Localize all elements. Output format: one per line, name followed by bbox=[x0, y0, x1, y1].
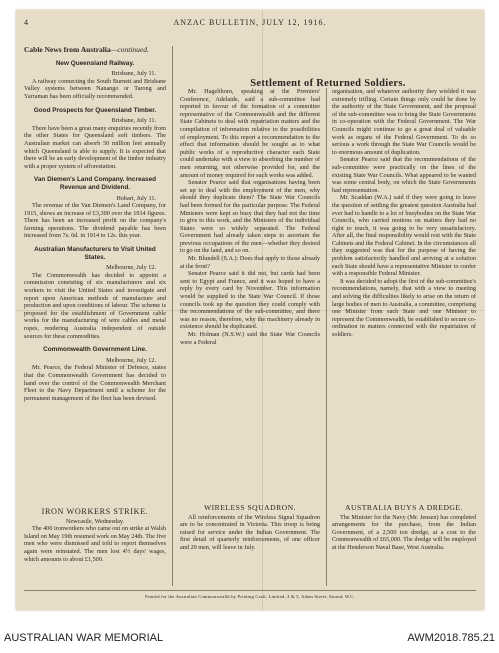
column-rule-2 bbox=[326, 88, 327, 586]
wireless-squadron-title: WIRELESS SQUADRON. bbox=[203, 503, 297, 512]
dredge-title: AUSTRALIA BUYS A DREDGE. bbox=[345, 503, 463, 512]
settlement-paragraph: Senator Pearce said it did not, but cards had been sent to Egypt and France, and it was hoped to have a reply by every card by November. This information would be supplied to the State War Council. If those councils took up the question they could comply with the recommendations of the sub-committee, and there was no reason, therefore, why the machinery already in existence should be duplicated. bbox=[180, 270, 320, 331]
cable-news-heading: Cable News from Australia—continued. bbox=[24, 45, 149, 54]
article-title: Commonwealth Government Line. bbox=[43, 346, 147, 354]
cable-news-column bbox=[24, 46, 166, 402]
article-body: All reinforcements of the Wireless Signal Squadron are to be concentrated in Victoria. This troop is being raised for service under the Indian Government. The first detail of quarterly reinforcements, of one officer and 20 men, will leave in July. bbox=[180, 513, 320, 551]
page-title: ANZAC BULLETIN, JULY 12, 1916. bbox=[173, 18, 327, 27]
settlement-paragraph: Mr. Blundell (S.A.): Does that apply to those already at the front? bbox=[180, 255, 320, 270]
article-title: Van Diemen's Land Company. Increased Revenue and Dividend. bbox=[33, 176, 157, 191]
article-body: The revenue of the Van Diemen's Land Company, for 1915, shows an increase of £3,300 over the 1914 figures. There has been an increased profit on the company's farming operations. The dividend payable has been increased from 7s. 6d. in 1914 to 12s. this year. bbox=[24, 202, 166, 240]
printer-imprint: Printed for the Australian Commonwealth by Printing Craft, Limited, 4 & 5, Adam Street, Strand, W.C. bbox=[145, 594, 355, 599]
column-rule-1 bbox=[172, 46, 173, 586]
settlement-paragraph: Mr. Scaddan (W.A.) said if they were going to leave the question of settling the greatest question Australia had ever had to handle to a lot of busybodies on the State War Councils, who carried motions on matters they had no right to touch, it was going to be very unsatisfactory. After all, the final responsibility would rest with the State Cabinets and the Federal Cabinet. In the circumstances all they suggested was that for the purpose of having the problem satisfactorily handled and arriving at a solution each State should have a representative Minister to confer with a responsible Federal Minister. bbox=[332, 194, 476, 278]
article-dateline: Hobart, July 11. bbox=[116, 194, 156, 202]
settlement-column-right bbox=[332, 88, 476, 339]
article-dateline: Newcastle, Wednesday. bbox=[65, 517, 125, 525]
dredge-article bbox=[332, 504, 476, 552]
archive-footer bbox=[0, 624, 499, 653]
settlement-paragraph: Senator Pearce said that the recommendations of the sub-committee were practically on the lines of the existing State War Councils. What appeared to be wanted was some central body, on which the State Governments had representation. bbox=[332, 156, 476, 194]
article-body: The Commonwealth has decided to appoint a commission consisting of six manufacturers and six workers to visit the United States and investigate and report upon American methods of manufacture and production and upon conditions of labour. The scheme is proposed for the establishment of Government cable works for the manufacturing of wire cables and metal ropes, rendering Australia independent of outside sources for these commodities. bbox=[24, 271, 166, 340]
settlement-column-left bbox=[180, 88, 320, 346]
article-dateline: Melbourne, July 12. bbox=[106, 356, 156, 364]
article-body: Mr. Pearce, the Federal Minister of Defence, states that the Commonwealth Government has decided to hand over the control of the Commonwealth Merchant Fleet to the Navy Department until a scheme for the permanent management of the fleet has been devised. bbox=[24, 364, 166, 402]
article-body: The 400 ironworkers who came out on strike at Walsh Island on May 19th resumed work on May 24th. The five men who were dismissed and told to report themselves again were reinstated. The men lost 4½ days' wages, which amounts to about £1,500. bbox=[24, 525, 167, 563]
settlement-paragraph: organisation, and whatever authority they wielded it was extremely trifling. Certain things only could be done by the authority of the State Government, and the proposal of the sub-committee was to bring the State Governments in co-operation with the Federal Government. The War Councils might continue to go a great deal of valuable work as organs of the Federal Government. To do so serious a work through the State War Councils would be to enormous amount of duplication. bbox=[332, 88, 476, 156]
bottom-rule bbox=[24, 590, 476, 591]
page-number: 4 bbox=[24, 18, 28, 27]
bulletin-page bbox=[16, 10, 484, 610]
settlement-paragraph: It was decided to adopt the first of the sub-committee's recommendations, namely, that with a view to meeting and solving the difficulties likely to arise on the return of large bodies of men to Australia, a committee, comprising one Minister from each State and one Minister to represent the Commonwealth, be established to secure co-ordination in matters connected with the repatriation of soldiers. bbox=[332, 277, 476, 338]
settlement-paragraph: Mr. Holman (N.S.W.) said the State War Councils were a Federal bbox=[180, 331, 320, 346]
iron-workers-article bbox=[24, 504, 166, 563]
article-body: There have been a great many enquiries recently from the other States for Queensland soft timbers. The Australian market can absorb 50 million feet annually which Queensland is able to supply. It is expected that there will be an early development of the timber industry with a proper system of afforestation. bbox=[24, 124, 166, 170]
archive-reference: AWM2018.785.21 bbox=[407, 632, 495, 644]
settlement-title: Settlement of Returned Soldiers. bbox=[250, 78, 406, 89]
article-title: Good Prospects for Queensland Timber. bbox=[33, 106, 157, 114]
article-title: Australian Manufacturers to Visit United States. bbox=[34, 246, 156, 261]
article-dateline: Melbourne, July 12. bbox=[106, 264, 156, 272]
settlement-paragraph: Mr. Hagelthorn, speaking at the Premiers' Conference, Adelaide, said a sub-committee had reported in favour of the formation of a committee representative of the Commonwealth and the different State Cabinets to deal with repatriation matters and the compilation of information relative to the possibilities of employment. To this report a recommendation to the effect that information should be sought as to what public works of a reproductive character each State could undertake with a view to absorbing the number of men returning, not otherwise provided for, and the amount of money required for such works was added. bbox=[180, 88, 320, 179]
archive-name: AUSTRALIAN WAR MEMORIAL bbox=[4, 632, 164, 644]
page-header bbox=[24, 18, 476, 30]
article-title: New Queensland Railway. bbox=[55, 59, 135, 67]
article-dateline: Brisbane, July 11. bbox=[111, 70, 156, 78]
article-body: The Minister for the Navy (Mr. Jensen) has completed arrangements for the purchase, from the Indian Government, of a 2,500 ton dredge, at a cost to the Commonwealth of £65,000. The dredge will be employed at the Henderson Naval Base, West Australia. bbox=[332, 513, 476, 551]
article-dateline: Brisbane, July 11. bbox=[111, 117, 156, 125]
wireless-squadron-article bbox=[180, 504, 320, 552]
iron-workers-title: IRON WORKERS STRIKE. bbox=[41, 507, 149, 516]
settlement-paragraph: Senator Pearce said that organisations having been set up to deal with the employment of the men, why should they duplicate them? The State War Councils had been formed for the particular purpose. The Federal Ministers were kept so busy that they had not the time to give to this work, and the Ministers of the individual States were so widely separated. The Federal Government had already taken steps to ascertain the previous occupations of the men—whether they desired to go on the land, and so on. bbox=[180, 179, 320, 255]
article-body: A railway connecting the South Burnett and Brisbane Valley systems between Nanango or Tarong and Yarraman has been officially recommended. bbox=[24, 77, 166, 100]
